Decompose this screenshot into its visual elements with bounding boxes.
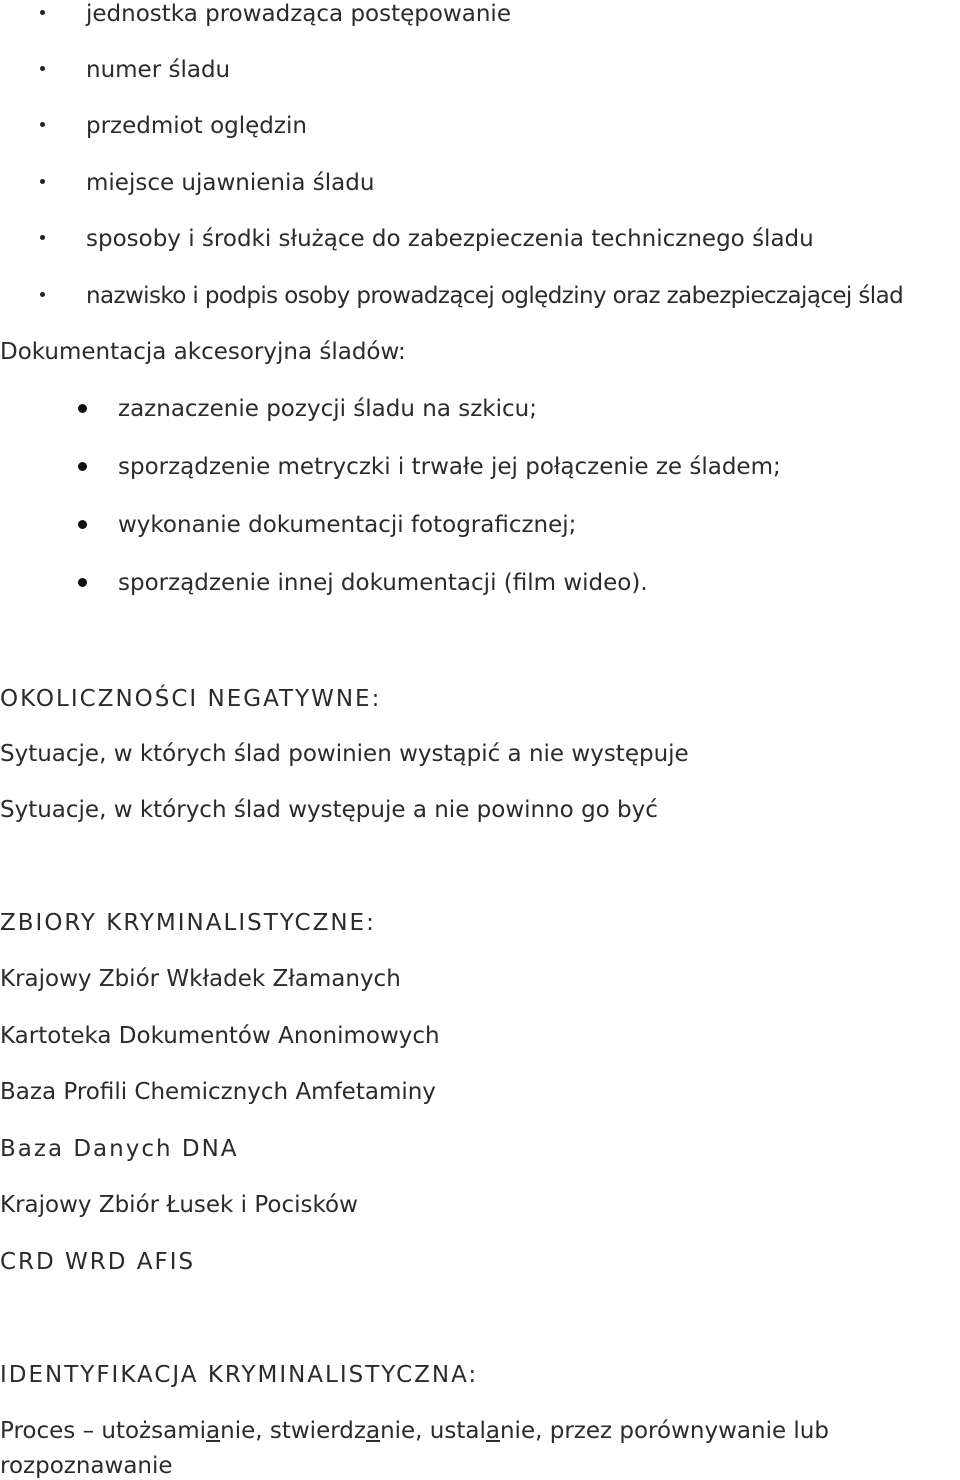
list-item: wykonanie dokumentacji fotograficznej; xyxy=(118,512,577,538)
bullet xyxy=(78,578,87,587)
list-item: nazwisko i podpis osoby prowadzącej oględziny oraz zabezpieczającej ślad xyxy=(86,283,904,309)
bullet xyxy=(40,292,45,297)
text-line: Sytuacje, w których ślad występuje a nie powinno go być xyxy=(0,797,658,823)
list-item: zaznaczenie pozycji śladu na szkicu; xyxy=(118,396,537,422)
list-item: sposoby i środki służące do zabezpieczenia technicznego śladu xyxy=(86,226,814,252)
bullet xyxy=(40,10,45,15)
list-item: Krajowy Zbiór Wkładek Złamanych xyxy=(0,966,401,992)
list-item: Baza Danych DNA xyxy=(0,1136,239,1162)
list-item: Baza Profili Chemicznych Amfetaminy xyxy=(0,1079,436,1105)
text-fragment: nie, ustal xyxy=(380,1418,486,1444)
underlined-letter: a xyxy=(485,1418,500,1444)
list-item: sporządzenie metryczki i trwałe jej połączenie ze śladem; xyxy=(118,454,781,480)
list-item: Krajowy Zbiór Łusek i Pocisków xyxy=(0,1192,358,1218)
text-fragment: Proces – utożsami xyxy=(0,1418,207,1444)
text-fragment: nie, przez porównywanie lub xyxy=(499,1418,829,1444)
section-heading-collections: ZBIORY KRYMINALISTYCZNE: xyxy=(0,910,376,936)
section-heading-identification: IDENTYFIKACJA KRYMINALISTYCZNA: xyxy=(0,1362,479,1388)
section-heading-negative: OKOLICZNOŚCI NEGATYWNE: xyxy=(0,686,382,712)
list-item: jednostka prowadząca postępowanie xyxy=(86,1,511,27)
list-item: przedmiot oględzin xyxy=(86,113,307,139)
text-fragment: nie, stwierdz xyxy=(220,1418,366,1444)
list-item: sporządzenie innej dokumentacji (film wideo). xyxy=(118,570,648,596)
bullet xyxy=(40,66,45,71)
bullet xyxy=(78,462,87,471)
bullet xyxy=(78,520,87,529)
underlined-letter: a xyxy=(206,1418,221,1444)
text-line xyxy=(0,1417,829,1445)
section-heading-accessory: Dokumentacja akcesoryjna śladów: xyxy=(0,339,406,365)
text-line: rozpoznawanie xyxy=(0,1453,173,1479)
list-item: numer śladu xyxy=(86,57,231,83)
list-item: miejsce ujawnienia śladu xyxy=(86,170,375,196)
underlined-letter: a xyxy=(365,1418,381,1444)
list-item: CRD WRD AFIS xyxy=(0,1249,196,1275)
list-item: Kartoteka Dokumentów Anonimowych xyxy=(0,1023,440,1049)
bullet xyxy=(78,404,87,413)
bullet xyxy=(40,235,45,240)
text-line: Sytuacje, w których ślad powinien wystąpić a nie występuje xyxy=(0,741,689,767)
bullet xyxy=(40,122,45,127)
bullet xyxy=(40,179,45,184)
